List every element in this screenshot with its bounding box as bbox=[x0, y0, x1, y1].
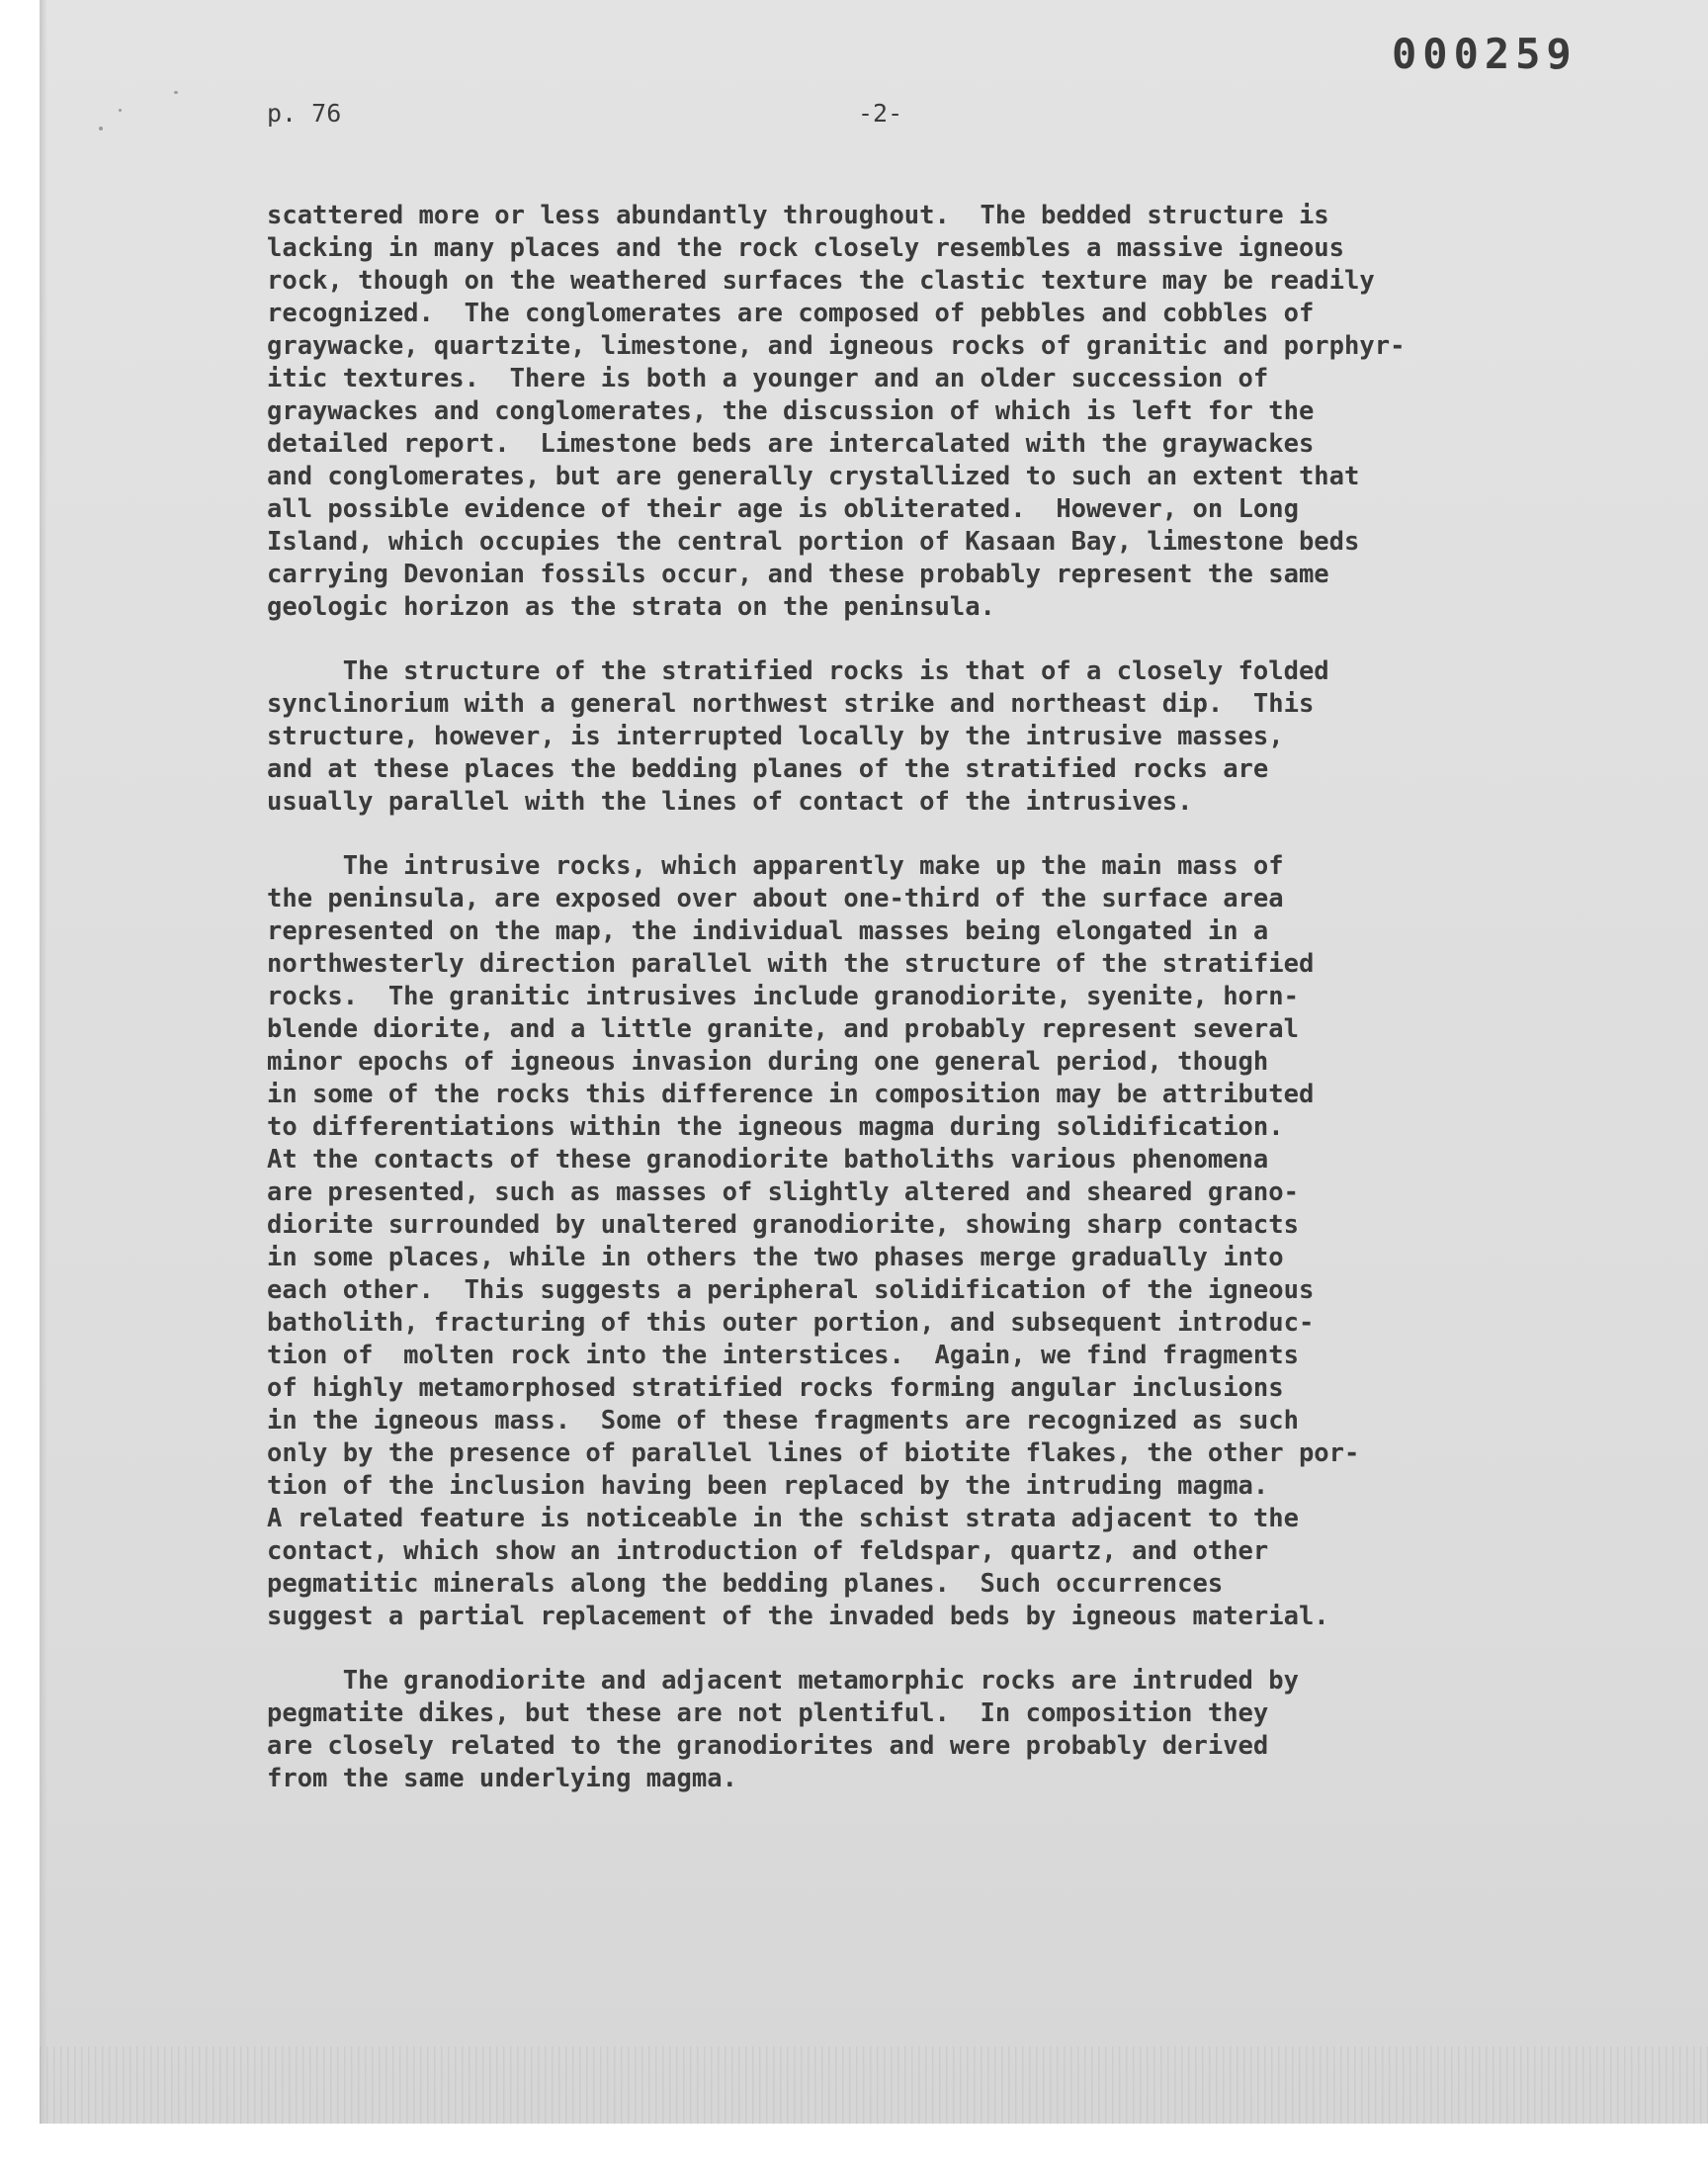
text-line: detailed report. Limestone beds are intercalated with the graywackes bbox=[267, 429, 1315, 459]
text-line: rock, though on the weathered surfaces the clastic texture may be readily bbox=[267, 266, 1375, 296]
text-line: pegmatite dikes, but these are not plentiful. In composition they bbox=[267, 1698, 1269, 1728]
paragraph-stratified-rocks bbox=[267, 200, 1512, 624]
text-line: in the igneous mass. Some of these fragments are recognized as such bbox=[267, 1406, 1299, 1436]
text-line: blende diorite, and a little granite, and probably represent several bbox=[267, 1014, 1299, 1044]
text-line: only by the presence of parallel lines of biotite flakes, the other por- bbox=[267, 1438, 1360, 1468]
text-line: The intrusive rocks, which apparently make up the main mass of bbox=[267, 851, 1284, 881]
text-line: the peninsula, are exposed over about one-third of the surface area bbox=[267, 884, 1284, 914]
text-line: structure, however, is interrupted locally by the intrusive masses, bbox=[267, 722, 1284, 751]
text-line: At the contacts of these granodiorite batholiths various phenomena bbox=[267, 1145, 1269, 1174]
text-line: represented on the map, the individual masses being elongated in a bbox=[267, 916, 1269, 946]
scan-edge-shadow bbox=[40, 0, 47, 2124]
text-line: minor epochs of igneous invasion during one general period, though bbox=[267, 1047, 1269, 1077]
text-line: tion of molten rock into the interstices. Again, we find fragments bbox=[267, 1341, 1299, 1370]
text-line: rocks. The granitic intrusives include granodiorite, syenite, horn- bbox=[267, 982, 1299, 1011]
paragraph-intrusive-rocks bbox=[267, 850, 1512, 1633]
scan-speck bbox=[119, 109, 122, 112]
text-line: from the same underlying magma. bbox=[267, 1764, 737, 1793]
text-line: contact, which show an introduction of feldspar, quartz, and other bbox=[267, 1536, 1269, 1566]
text-line: and at these places the bedding planes of the stratified rocks are bbox=[267, 754, 1269, 784]
text-line: The granodiorite and adjacent metamorphic rocks are intruded by bbox=[267, 1666, 1299, 1696]
text-line: pegmatitic minerals along the bedding planes. Such occurrences bbox=[267, 1569, 1224, 1599]
scan-streaks bbox=[40, 2046, 1708, 2124]
text-line: geologic horizon as the strata on the peninsula. bbox=[267, 592, 995, 622]
text-line: to differentiations within the igneous magma during solidification. bbox=[267, 1112, 1284, 1142]
text-line: graywacke, quartzite, limestone, and igneous rocks of granitic and porphyr- bbox=[267, 331, 1406, 361]
text-line: each other. This suggests a peripheral solidification of the igneous bbox=[267, 1275, 1315, 1305]
text-line: suggest a partial replacement of the invaded beds by igneous material. bbox=[267, 1602, 1329, 1631]
text-line: in some places, while in others the two phases merge gradually into bbox=[267, 1243, 1284, 1272]
text-line: tion of the inclusion having been replaced by the intruding magma. bbox=[267, 1471, 1269, 1501]
text-line: are presented, such as masses of slightly altered and sheared grano- bbox=[267, 1177, 1299, 1207]
text-line: recognized. The conglomerates are composed of pebbles and cobbles of bbox=[267, 299, 1315, 328]
text-line: batholith, fracturing of this outer portion, and subsequent introduc- bbox=[267, 1308, 1315, 1338]
text-line: Island, which occupies the central portion of Kasaan Bay, limestone beds bbox=[267, 527, 1360, 557]
page-reference: p. 76 bbox=[267, 99, 342, 128]
text-line: itic textures. There is both a younger and an older succession of bbox=[267, 364, 1269, 393]
text-line: diorite surrounded by unaltered granodiorite, showing sharp contacts bbox=[267, 1210, 1299, 1240]
text-line: carrying Devonian fossils occur, and these probably represent the same bbox=[267, 560, 1329, 589]
text-line: graywackes and conglomerates, the discussion of which is left for the bbox=[267, 396, 1315, 426]
text-line: all possible evidence of their age is obliterated. However, on Long bbox=[267, 494, 1299, 524]
text-line: lacking in many places and the rock closely resembles a massive igneous bbox=[267, 233, 1345, 263]
text-line: synclinorium with a general northwest strike and northeast dip. This bbox=[267, 689, 1315, 719]
scan-speck bbox=[99, 127, 103, 130]
document-stamp-number: 000259 bbox=[1392, 30, 1578, 78]
text-line: usually parallel with the lines of contact of the intrusives. bbox=[267, 787, 1193, 817]
text-line: in some of the rocks this difference in composition may be attributed bbox=[267, 1080, 1315, 1109]
text-line: are closely related to the granodiorites and were probably derived bbox=[267, 1731, 1269, 1761]
text-line: A related feature is noticeable in the schist strata adjacent to the bbox=[267, 1504, 1299, 1533]
text-line: of highly metamorphosed stratified rocks forming angular inclusions bbox=[267, 1373, 1284, 1403]
text-line: and conglomerates, but are generally crystallized to such an extent that bbox=[267, 462, 1360, 491]
scan-speck bbox=[174, 91, 178, 94]
document-body bbox=[267, 200, 1512, 1827]
page-number: -2- bbox=[858, 99, 903, 128]
text-line: northwesterly direction parallel with the structure of the stratified bbox=[267, 949, 1315, 979]
text-line: scattered more or less abundantly throughout. The bedded structure is bbox=[267, 201, 1329, 230]
paragraph-structure bbox=[267, 655, 1512, 819]
paragraph-pegmatite-dikes bbox=[267, 1665, 1512, 1795]
text-line: The structure of the stratified rocks is that of a closely folded bbox=[267, 656, 1329, 686]
